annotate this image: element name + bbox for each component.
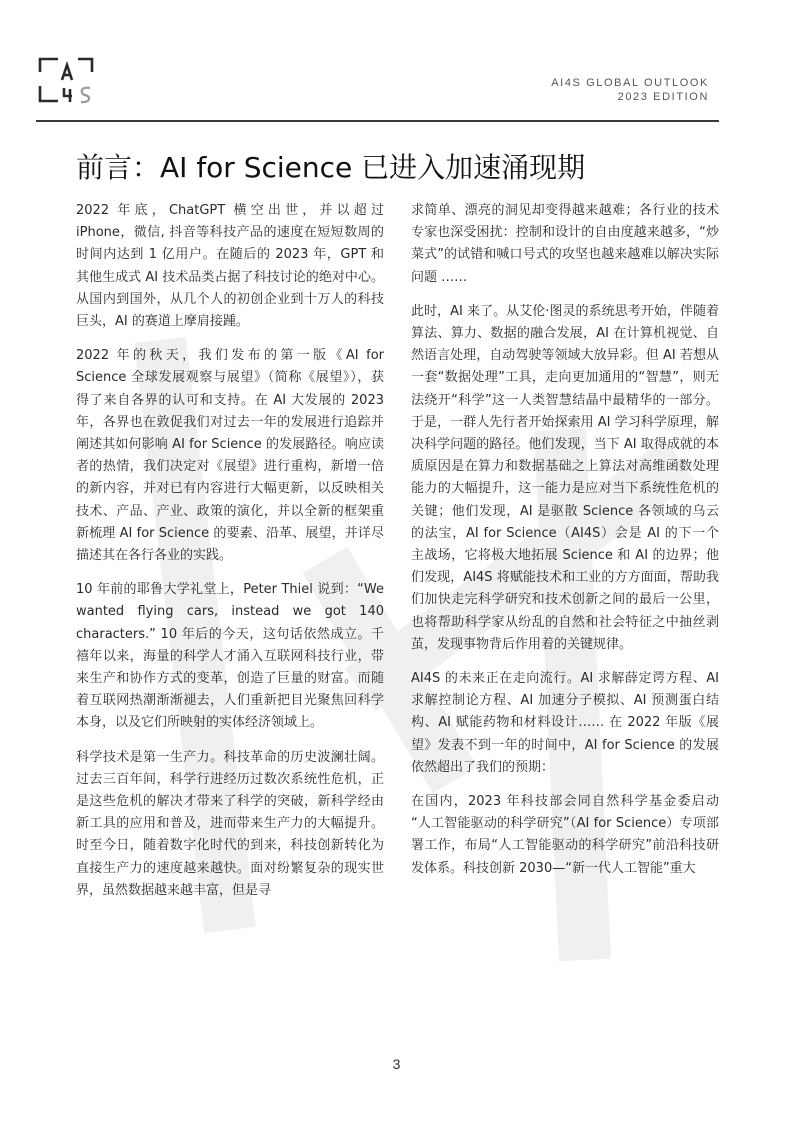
publication-edition: 2023 EDITION: [617, 91, 709, 103]
page-title: 前言：AI for Science 已进入加速涌现期: [76, 151, 586, 184]
paragraph: 此时，AI 来了。从艾伦·图灵的系统思考开始，伴随着算法、算力、数据的融合发展，AI 在计算机视觉、自然语言处理，自动驾驶等领域大放异彩。但 AI 若想从一套“数据处理”工具，走向更加通用的“智慧”，则无法绕开“科学”这一人类智慧结晶中最精华的一部分。于是，一群人先行者开始探索用 AI 学习科学原理，解决科学问题的路径。他们发现，当下 AI 取得成就的本质原因是在算力和数据基础之上算法对高维函数处理能力的大幅提升，这一能力是应对当下系统性危机的关键；他们发现，AI 是驱散 Science 各领域的乌云的法宝，AI for Science（AI4S）会是 AI 的下一个主战场，它将极大地拓展 Science 和 AI 的边界；他们发现，AI4S 将赋能技术和工业的方方面面，帮助我们加快走完科学研究和技术创新之间的最后一公里，也将帮助科学家从纷乱的自然和社会特征之中抽丝剥茧，发现事物背后作用着的关键规律。: [411, 303, 719, 652]
paragraph: 2022 年的秋天，我们发布的第一版《AI for Science 全球发展观察与展望》（简称《展望》），获得了来自各界的认可和支持。在 AI 大发展的 2023 年，各界也在敦促我们对过去一年的发展进行追踪并阐述其如何影响 AI for Science 的发展路径。响应读者的热情，我们决定对《展望》进行重构，新增一倍的新内容，并对已有内容进行大幅更新，以反映相关技术、产品、产业、政策的演化，并以全新的框架重新梳理 AI for Science 的要素、沿革、展望，并详尽描述其在各行各业的实践。: [76, 348, 384, 564]
paragraph: 10 年前的耶鲁大学礼堂上，Peter Thiel 说到：“We wanted flying cars, instead we got 140 characters.” 10 年后的今天，这句话依然成立。千禧年以来，海量的科学人才涌入互联网科技行业，带来生产和协作方式的变革，创造了巨量的财富。而随着互联网热潮渐渐褪去，人们重新把目光聚焦回科学本身，以及它们所映射的实体经济领域上。: [76, 582, 384, 731]
header-divider: [36, 120, 719, 122]
paragraph: 科学技术是第一生产力。科技革命的历史波澜壮阔。过去三百年间，科学行进经历过数次系统性危机，正是这些危机的解决才带来了科学的突破，新科学经由新工具的应用和普及，进而带来生产力的大幅提升。时至今日，随着数字化时代的到来，科技创新转化为直接生产力的速度越来越快。面对纷繁复杂的现实世界，虽然数据越来越丰富，但是寻: [76, 749, 384, 898]
paragraph: AI4S 的未来正在走向流行。AI 求解薛定谔方程、AI 求解控制论方程、AI 加速分子模拟、AI 预测蛋白结构、AI 赋能药物和材料设计…… 在 2022 年版《展望》发表不到一年的时间中，AI for Science 的发展依然超出了我们的预期：: [411, 671, 719, 775]
paragraph: 2022 年底，ChatGPT 横空出世，并以超过 iPhone，微信, 抖音等科技产品的速度在短短数周的时间内达到 1 亿用户。在随后的 2023 年，GPT 和其他生成式 AI 技术品类占据了科技讨论的绝对中心。从国内到国外，从几个人的初创企业到十万人的科技巨头，AI 的赛道上摩肩接踵。: [76, 203, 384, 330]
paragraph: 在国内，2023 年科技部会同自然科学基金委启动 “人工智能驱动的科学研究”（AI for Science）专项部署工作，布局“人工智能驱动的科学研究”前沿科技研发体系。科技创新 2030—“新一代人工智能”重大: [411, 794, 719, 876]
paragraph: 求简单、漂亮的洞见却变得越来越难；各行业的技术专家也深受困扰：控制和设计的自由度越来越多，“炒菜式”的试错和喊口号式的攻坚也越来越难以解决实际问题 ……: [411, 203, 719, 285]
page-number: 3: [392, 1056, 401, 1072]
publication-title: AI4S GLOBAL OUTLOOK: [551, 77, 709, 89]
publication-header: [551, 76, 709, 104]
ai4s-logo: [36, 56, 96, 106]
left-column: [76, 200, 384, 914]
right-column: [411, 200, 719, 892]
